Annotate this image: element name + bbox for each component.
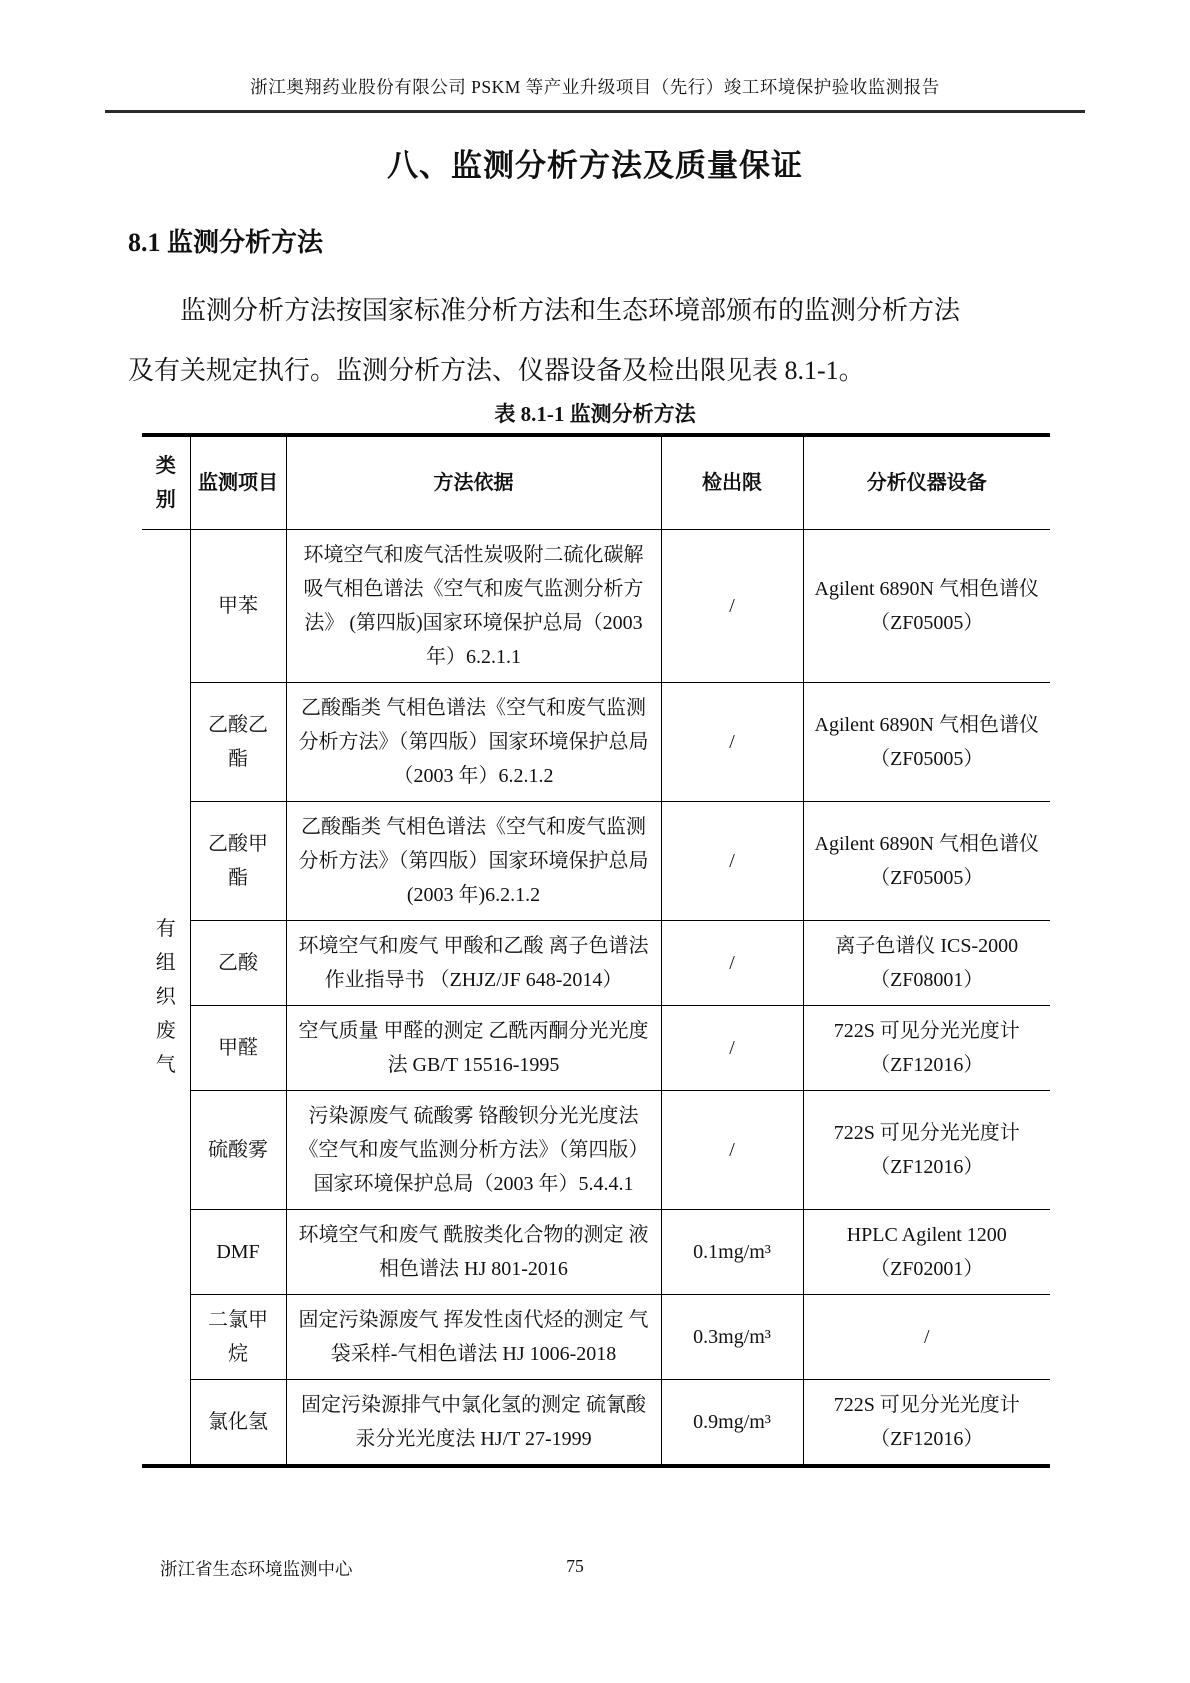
page-number: 75 (566, 1556, 584, 1576)
instrument-cell: Agilent 6890N 气相色谱仪（ZF05005） (803, 530, 1050, 683)
limit-cell: / (661, 530, 803, 683)
table-row (142, 1210, 1050, 1295)
method-cell: 乙酸酯类 气相色谱法《空气和废气监测分析方法》（第四版）国家环境保护总局(2003 年)6.2.1.2 (286, 802, 661, 921)
instrument-cell: / (803, 1295, 1050, 1380)
table-row (142, 921, 1050, 1006)
item-cell: DMF (190, 1210, 286, 1295)
category-cell: 有组织废气 (142, 530, 190, 1467)
limit-cell: / (661, 1091, 803, 1210)
item-cell: 硫酸雾 (190, 1091, 286, 1210)
col-header-limit: 检出限 (661, 435, 803, 530)
page-footer (0, 1556, 1190, 1586)
instrument-cell: Agilent 6890N 气相色谱仪（ZF05005） (803, 802, 1050, 921)
col-header-method: 方法依据 (286, 435, 661, 530)
limit-cell: 0.9mg/m³ (661, 1380, 803, 1467)
monitoring-methods-table (142, 433, 1050, 1468)
col-header-instrument: 分析仪器设备 (803, 435, 1050, 530)
limit-cell: / (661, 1006, 803, 1091)
method-cell: 固定污染源排气中氯化氢的测定 硫氰酸汞分光光度法 HJ/T 27-1999 (286, 1380, 661, 1467)
method-cell: 环境空气和废气 甲酸和乙酸 离子色谱法 作业指导书 （ZHJZ/JF 648-2014） (286, 921, 661, 1006)
table-row (142, 1091, 1050, 1210)
instrument-cell: Agilent 6890N 气相色谱仪（ZF05005） (803, 683, 1050, 802)
section-heading: 8.1 监测分析方法 (128, 228, 324, 257)
table-row (142, 1380, 1050, 1467)
method-cell: 空气质量 甲醛的测定 乙酰丙酮分光光度法 GB/T 15516-1995 (286, 1006, 661, 1091)
col-header-item: 监测项目 (190, 435, 286, 530)
item-cell: 乙酸乙酯 (190, 683, 286, 802)
table-header-row (142, 435, 1050, 530)
instrument-cell: HPLC Agilent 1200（ZF02001） (803, 1210, 1050, 1295)
table-row (142, 802, 1050, 921)
item-cell: 甲苯 (190, 530, 286, 683)
instrument-cell: 离子色谱仪 ICS-2000（ZF08001） (803, 921, 1050, 1006)
chapter-title: 八、监测分析方法及质量保证 (387, 148, 803, 183)
table-row (142, 1295, 1050, 1380)
limit-cell: 0.3mg/m³ (661, 1295, 803, 1380)
paragraph-line: 及有关规定执行。监测分析方法、仪器设备及检出限见表 8.1-1。 (128, 356, 865, 385)
body-paragraph (128, 281, 1064, 401)
limit-cell: 0.1mg/m³ (661, 1210, 803, 1295)
item-cell: 氯化氢 (190, 1380, 286, 1467)
footer-organization: 浙江省生态环境监测中心 (160, 1559, 353, 1579)
table-caption: 表 8.1-1 监测分析方法 (494, 402, 696, 426)
instrument-cell: 722S 可见分光光度计（ZF12016） (803, 1091, 1050, 1210)
item-cell: 乙酸甲酯 (190, 802, 286, 921)
col-header-category: 类别 (142, 435, 190, 530)
method-cell: 环境空气和废气 酰胺类化合物的测定 液相色谱法 HJ 801-2016 (286, 1210, 661, 1295)
paragraph-line: 监测分析方法按国家标准分析方法和生态环境部颁布的监测分析方法 (180, 296, 961, 325)
method-cell: 环境空气和废气活性炭吸附二硫化碳解吸气相色谱法《空气和废气监测分析方法》 (第四版)国家环境保护总局（2003 年）6.2.1.1 (286, 530, 661, 683)
limit-cell: / (661, 921, 803, 1006)
method-cell: 固定污染源废气 挥发性卤代烃的测定 气袋采样-气相色谱法 HJ 1006-2018 (286, 1295, 661, 1380)
method-cell: 污染源废气 硫酸雾 铬酸钡分光光度法《空气和废气监测分析方法》（第四版）国家环境保护总局（2003 年）5.4.4.1 (286, 1091, 661, 1210)
item-cell: 乙酸 (190, 921, 286, 1006)
instrument-cell: 722S 可见分光光度计（ZF12016） (803, 1380, 1050, 1467)
table-row (142, 530, 1050, 683)
item-cell: 甲醛 (190, 1006, 286, 1091)
limit-cell: / (661, 683, 803, 802)
limit-cell: / (661, 802, 803, 921)
method-cell: 乙酸酯类 气相色谱法《空气和废气监测分析方法》（第四版）国家环境保护总局（2003 年）6.2.1.2 (286, 683, 661, 802)
running-header: 浙江奥翔药业股份有限公司 PSKM 等产业升级项目（先行）竣工环境保护验收监测报告 (105, 74, 1085, 113)
table-row (142, 683, 1050, 802)
table-row (142, 1006, 1050, 1091)
instrument-cell: 722S 可见分光光度计（ZF12016） (803, 1006, 1050, 1091)
item-cell: 二氯甲烷 (190, 1295, 286, 1380)
